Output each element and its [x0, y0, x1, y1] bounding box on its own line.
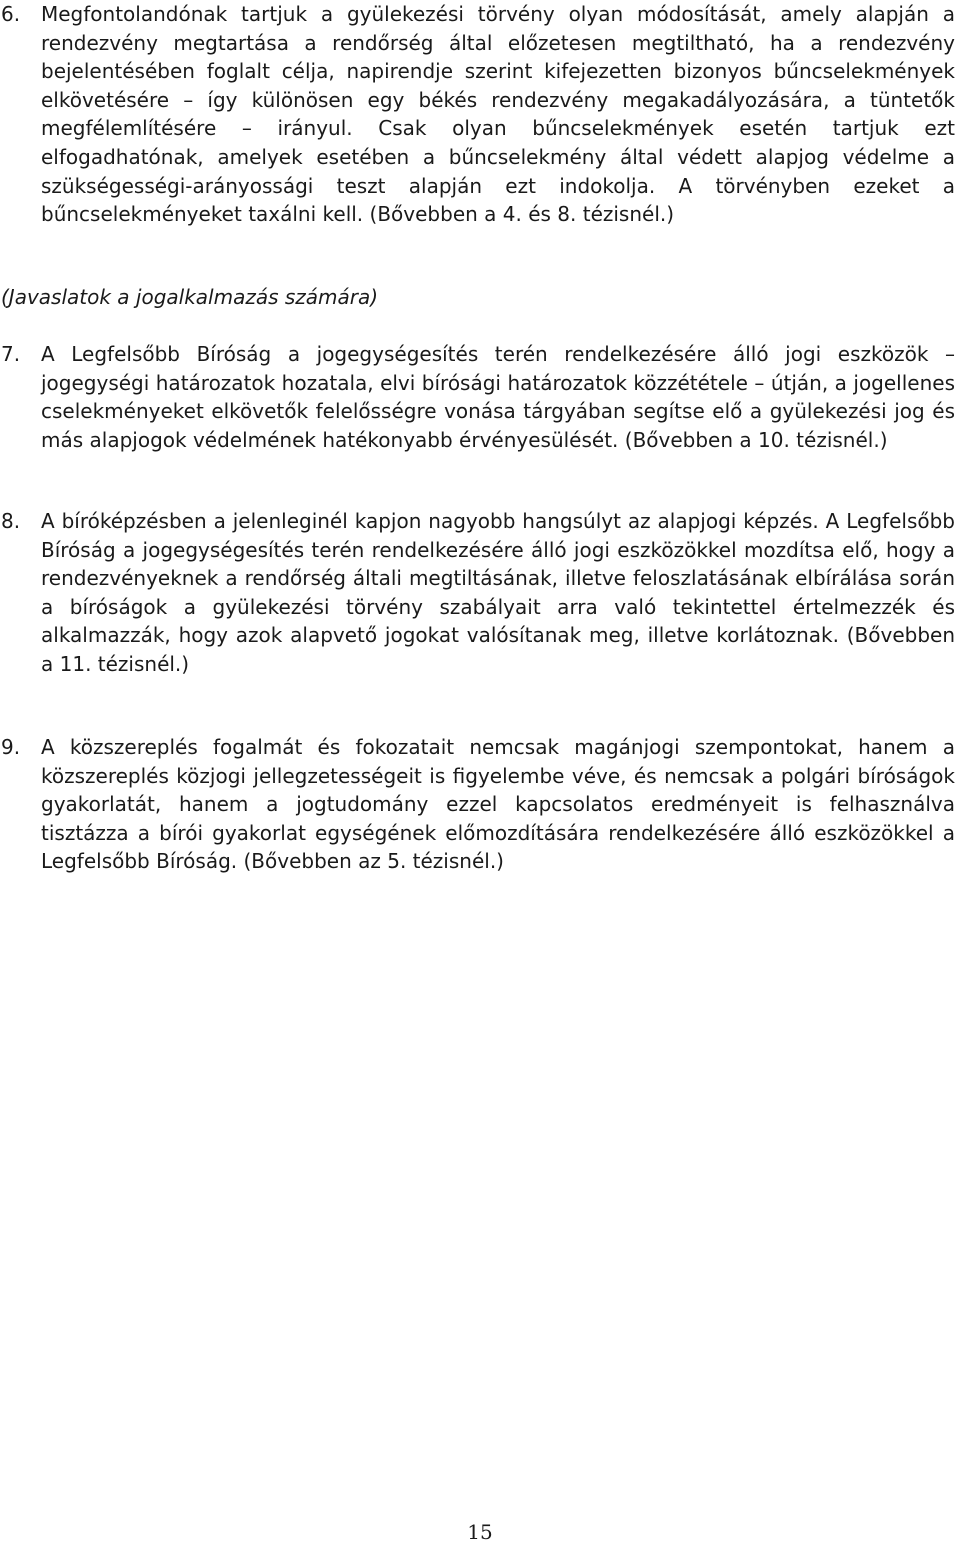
item-number: 7. — [1, 342, 21, 366]
page-number: 15 — [467, 1520, 493, 1544]
section-heading: (Javaslatok a jogalkalmazás számára) — [1, 285, 379, 309]
item-paragraph: Megfontolandónak tartjuk a gyülekezési törvény olyan módosítását, amely alapján a rendezvény megtartása a rendőrség által előzetesen megtiltható, ha a rendezvény bejelentésében foglalt célja, napirendje szerint kifejezetten bizonyos bűncselekmények elkövetésére – így különösen egy békés rendezvény megakadályozására, a tüntetők megfélemlítésére – irányul. Csak olyan bűncselekmények esetén tartjuk ezt elfogadhatónak, amelyek esetében a bűncselekmény által védett alapjog védelme a szükségességi-arányossági teszt alapján ezt indokolja. A törvényben ezeket a bűncselekményeket taxálni kell. (Bővebben a 4. és 8. tézisnél.) — [41, 2, 955, 227]
item-paragraph: A Legfelsőbb Bíróság a jogegységesítés terén rendelkezésére álló jogi eszközök – jogegységi határozatok hozatala, elvi bírósági határozatok közzététele – útján, a jogellenes cselekményeket elkövetők felelősségre vonása tárgyában segítse elő a gyülekezési jog és más alapjogok védelmének hatékonyabb érvényesülését. (Bővebben a 10. tézisnél.) — [41, 342, 955, 452]
item-number: 9. — [1, 735, 21, 759]
item-number: 6. — [1, 2, 21, 26]
item-number: 8. — [1, 509, 21, 533]
item-paragraph: A közszereplés fogalmát és fokozatait nemcsak magánjogi szempontokat, hanem a közszereplés közjogi jellegzetességeit is figyelembe véve, és nemcsak a polgári bíróságok gyakorlatát, hanem a jogtudomány ezzel kapcsolatos eredményeit is felhasználva tisztázza a bírói gyakorlat egységének előmozdítására rendelkezésére álló eszközökkel a Legfelsőbb Bíróság. (Bővebben az 5. tézisnél.) — [41, 735, 955, 874]
item-paragraph: A bíróképzésben a jelenleginél kapjon nagyobb hangsúlyt az alapjogi képzés. A Legfelsőbb Bíróság a jogegységesítés terén rendelkezésére álló jogi eszközökkel mozdítsa elő, hogy a rendezvényeknek a rendőrség általi megtiltásának, illetve feloszlatásának elbírálása során a bíróságok a gyülekezési törvény szabályait arra való tekintettel értelmezzék és alkalmazzák, hogy azok alapvető jogokat valósítanak meg, illetve korlátoznak. (Bővebben a 11. tézisnél.) — [41, 509, 955, 676]
